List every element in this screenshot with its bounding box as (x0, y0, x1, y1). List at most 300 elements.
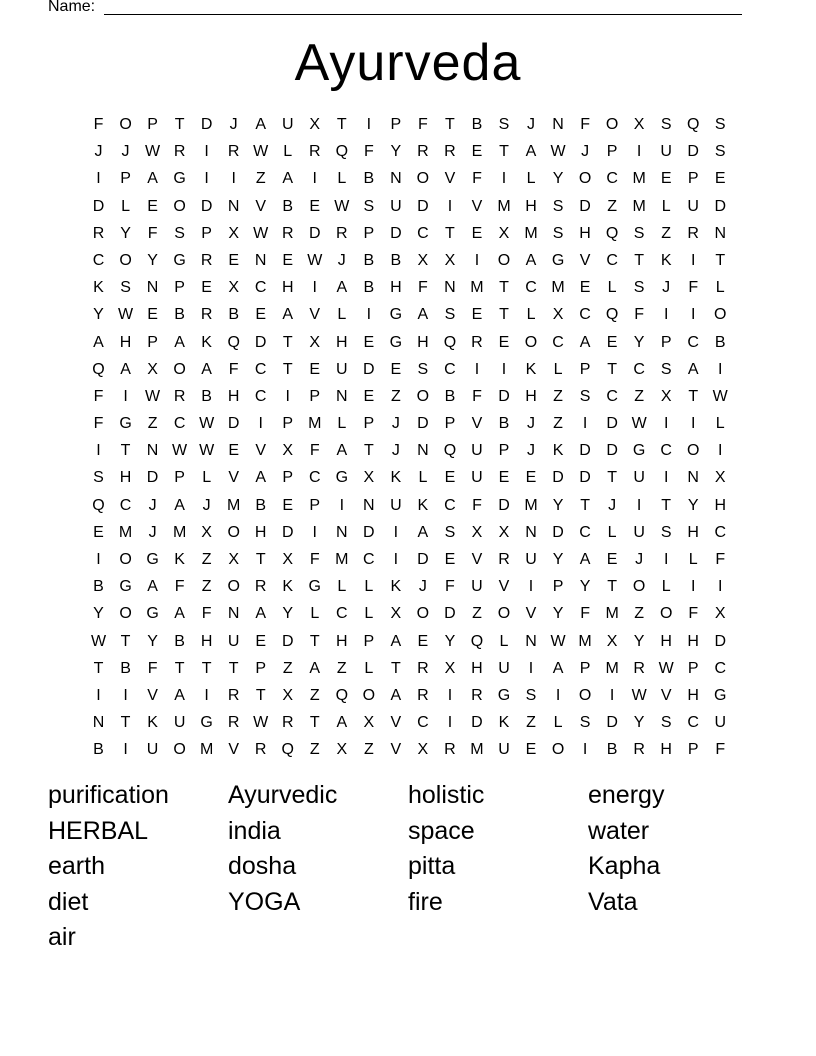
grid-letter: U (390, 197, 402, 215)
grid-letter: J (229, 116, 238, 133)
grid-letter: Z (634, 387, 645, 405)
grid-letter: K (390, 469, 402, 487)
grid-letter: L (688, 551, 698, 568)
grid-letter: X (363, 714, 375, 732)
grid-letter: L (607, 279, 617, 297)
grid-letter: V (255, 442, 267, 460)
grid-letter: A (336, 442, 348, 460)
grid-letter: I (204, 143, 209, 161)
grid-letter: V (390, 741, 402, 759)
grid-letter: X (552, 306, 564, 324)
grid-letter: X (714, 605, 726, 623)
grid-letter: O (227, 523, 240, 541)
grid-letter: M (632, 170, 646, 188)
grid-letter: X (714, 469, 726, 487)
grid-letter: E (228, 251, 239, 269)
grid-letter: Q (443, 442, 457, 460)
grid-letter: L (202, 469, 212, 487)
grid-letter: E (471, 143, 483, 161)
grid-letter: U (660, 143, 672, 161)
grid-letter: M (227, 496, 241, 514)
grid-letter: J (391, 415, 400, 433)
grid-letter: D (146, 469, 159, 487)
grid-letter: E (444, 469, 456, 487)
grid-letter: Z (634, 605, 645, 623)
grid-letter: G (389, 333, 403, 351)
grid-letter: O (497, 605, 511, 623)
grid-letter: S (579, 714, 591, 732)
grid-letter: A (147, 170, 158, 188)
grid-letter: T (445, 224, 455, 242)
grid-letter: H (119, 333, 132, 351)
grid-letter: X (282, 686, 294, 704)
grid-letter: D (363, 360, 375, 378)
grid-letter: Y (552, 605, 564, 623)
grid-letter: F (201, 605, 212, 623)
grid-letter: S (525, 686, 537, 704)
grid-letter: C (254, 279, 267, 297)
grid-letter: E (363, 387, 375, 405)
grid-letter: G (173, 170, 186, 188)
grid-letter: E (228, 442, 239, 460)
grid-letter: X (228, 224, 239, 242)
grid-letter: W (199, 442, 215, 460)
grid-letter: I (528, 659, 534, 677)
grid-letter: Q (92, 496, 105, 514)
grid-letter: N (525, 632, 537, 650)
grid-letter: O (686, 442, 700, 460)
grid-letter: F (688, 279, 699, 297)
grid-letter: E (525, 741, 537, 759)
grid-letter: U (633, 469, 645, 487)
grid-letter: A (174, 496, 185, 514)
grid-letter: I (447, 686, 453, 704)
grid-letter: Y (552, 496, 564, 514)
grid-letter: D (417, 197, 429, 215)
grid-letter: M (470, 279, 484, 297)
grid-letter: I (718, 578, 723, 596)
grid-letter: I (528, 578, 534, 596)
grid-letter: O (173, 741, 186, 759)
grid-letter: T (607, 578, 617, 596)
grid-letter: D (606, 714, 618, 732)
grid-letter: J (148, 496, 157, 514)
grid-letter: S (120, 279, 131, 297)
grid-letter: G (389, 306, 403, 324)
grid-letter: Q (605, 224, 619, 242)
grid-letter: I (204, 170, 209, 188)
grid-letter: L (364, 605, 374, 623)
grid-letter: Q (227, 333, 240, 351)
grid-letter: F (688, 605, 699, 623)
grid-letter: P (282, 415, 294, 433)
grid-letter: B (390, 251, 402, 269)
grid-letter: X (444, 659, 456, 677)
grid-letter: U (471, 578, 483, 596)
grid-letter: I (312, 279, 317, 297)
grid-letter: L (661, 578, 671, 596)
grid-letter: F (93, 387, 104, 405)
grid-letter: V (579, 251, 591, 269)
grid-letter: G (173, 251, 186, 269)
grid-letter: L (661, 197, 671, 215)
grid-letter: I (312, 523, 317, 541)
grid-letter: P (363, 224, 375, 242)
grid-letter: U (471, 469, 483, 487)
grid-letter: D (714, 632, 727, 650)
grid-letter: E (498, 333, 510, 351)
grid-letter: W (253, 143, 269, 161)
grid-letter: I (366, 116, 372, 133)
grid-letter: X (228, 279, 239, 297)
grid-letter: L (337, 306, 347, 324)
grid-letter: E (282, 251, 294, 269)
grid-letter: Y (687, 496, 699, 514)
grid-letter: C (606, 387, 618, 405)
grid-letter: W (550, 143, 566, 161)
grid-letter: J (337, 251, 346, 269)
grid-letter: P (606, 143, 618, 161)
grid-letter: C (714, 659, 727, 677)
grid-letter: Z (336, 659, 347, 677)
grid-letter: P (309, 387, 321, 405)
grid-letter: A (147, 578, 158, 596)
grid-letter: Q (335, 686, 349, 704)
grid-letter: M (497, 197, 511, 215)
grid-letter: K (498, 714, 510, 732)
grid-letter: V (309, 306, 321, 324)
grid-letter: R (336, 224, 348, 242)
grid-letter: K (147, 714, 158, 732)
grid-letter: V (390, 714, 402, 732)
word-list-item: space (408, 816, 475, 845)
grid-letter: Q (281, 741, 294, 759)
grid-letter: V (660, 686, 672, 704)
grid-letter: E (201, 279, 212, 297)
grid-letter: I (501, 360, 507, 378)
grid-letter: R (687, 224, 699, 242)
grid-letter: N (254, 251, 267, 269)
grid-letter: N (714, 224, 727, 242)
grid-letter: D (281, 632, 294, 650)
grid-letter: B (174, 632, 185, 650)
grid-letter: W (145, 143, 161, 161)
grid-letter: B (498, 415, 510, 433)
grid-letter: T (120, 442, 131, 460)
grid-letter: D (444, 605, 456, 623)
grid-letter: H (254, 523, 267, 541)
grid-letter: O (497, 251, 511, 269)
grid-letter: F (580, 605, 590, 623)
grid-letter: Z (363, 741, 374, 759)
word-list-item: purification (48, 781, 169, 809)
grid-letter: P (363, 415, 375, 433)
grid-letter: O (119, 551, 132, 568)
grid-letter: I (393, 551, 399, 568)
grid-letter: T (580, 496, 590, 514)
grid-letter: U (281, 116, 294, 133)
grid-letter: D (552, 523, 564, 541)
grid-letter: D (714, 197, 727, 215)
grid-letter: X (498, 224, 510, 242)
grid-letter: T (634, 251, 645, 269)
grid-letter: R (200, 251, 213, 269)
grid-letter: I (285, 387, 290, 405)
grid-letter: H (525, 197, 537, 215)
grid-letter: Q (686, 116, 700, 133)
grid-letter: B (471, 116, 483, 133)
grid-letter: E (606, 551, 618, 568)
grid-letter: M (524, 496, 538, 514)
grid-letter: U (687, 197, 699, 215)
grid-letter: S (633, 279, 645, 297)
grid-letter: J (391, 442, 400, 460)
grid-letter: C (714, 523, 727, 541)
name-underline (104, 14, 742, 15)
grid-letter: Z (201, 578, 212, 596)
grid-letter: I (366, 306, 372, 324)
grid-letter: A (120, 360, 131, 378)
grid-letter: E (471, 224, 483, 242)
grid-letter: U (633, 523, 645, 541)
grid-letter: S (660, 523, 672, 541)
grid-letter: S (714, 116, 726, 133)
grid-letter: J (581, 143, 590, 161)
letter-grid (85, 114, 734, 767)
grid-letter: E (714, 170, 726, 188)
grid-letter: D (606, 415, 618, 433)
grid-letter: I (582, 741, 588, 759)
word-list-item: Kapha (588, 852, 661, 881)
grid-letter: Y (444, 632, 456, 650)
grid-letter: K (390, 578, 402, 596)
grid-letter: S (633, 224, 645, 242)
grid-letter: N (336, 523, 348, 541)
grid-letter: E (525, 469, 537, 487)
grid-letter: Y (552, 170, 564, 188)
grid-letter: C (336, 605, 348, 623)
grid-letter: T (499, 279, 509, 297)
grid-letter: E (444, 551, 456, 568)
grid-letter: X (336, 741, 348, 759)
grid-letter: P (444, 415, 456, 433)
grid-letter: E (498, 469, 510, 487)
grid-letter: U (336, 360, 348, 378)
grid-letter: K (417, 496, 429, 514)
grid-letter: S (174, 224, 185, 242)
grid-letter: N (146, 442, 159, 460)
grid-letter: M (551, 279, 565, 297)
grid-letter: T (174, 659, 185, 677)
grid-letter: E (660, 170, 672, 188)
grid-letter: V (444, 170, 456, 188)
grid-letter: X (363, 469, 375, 487)
grid-letter: K (201, 333, 212, 351)
grid-letter: B (606, 741, 618, 759)
grid-letter: O (362, 686, 376, 704)
grid-letter: M (605, 605, 619, 623)
grid-letter: N (444, 279, 456, 297)
grid-letter: Y (93, 306, 104, 324)
grid-letter: B (714, 333, 726, 351)
grid-letter: D (552, 469, 564, 487)
grid-letter: I (690, 578, 696, 596)
grid-letter: T (715, 251, 726, 269)
grid-letter: L (364, 578, 374, 596)
word-list-item: india (228, 816, 281, 845)
grid-letter: P (579, 659, 591, 677)
grid-letter: L (715, 415, 725, 433)
grid-letter: X (228, 551, 239, 568)
grid-letter: R (281, 224, 294, 242)
grid-letter: R (471, 686, 483, 704)
grid-letter: R (92, 224, 105, 242)
grid-letter: R (498, 551, 510, 568)
grid-letter: V (471, 415, 483, 433)
grid-letter: A (174, 686, 185, 704)
grid-letter: C (687, 714, 699, 732)
grid-letter: W (90, 632, 107, 650)
grid-letter: M (172, 523, 187, 541)
grid-letter: W (334, 197, 350, 215)
grid-letter: O (714, 306, 727, 324)
grid-letter: H (687, 523, 699, 541)
grid-letter: X (498, 523, 510, 541)
grid-letter: E (255, 306, 267, 324)
grid-letter: R (633, 741, 645, 759)
grid-letter: D (92, 197, 105, 215)
grid-letter: R (173, 143, 186, 161)
grid-letter: D (308, 224, 321, 242)
grid-letter: A (201, 360, 212, 378)
grid-letter: T (282, 360, 293, 378)
grid-letter: D (579, 442, 591, 460)
grid-letter: Y (147, 251, 158, 269)
grid-letter: A (417, 306, 429, 324)
grid-letter: I (123, 741, 128, 759)
grid-letter: M (578, 632, 592, 650)
grid-letter: K (93, 279, 104, 297)
grid-letter: Z (201, 551, 212, 568)
grid-letter: Q (605, 306, 619, 324)
grid-letter: U (498, 741, 510, 759)
grid-letter: D (471, 714, 483, 732)
grid-letter: I (96, 442, 101, 460)
grid-letter: T (309, 714, 320, 732)
grid-letter: A (336, 279, 348, 297)
grid-letter: L (553, 360, 563, 378)
grid-letter: T (120, 632, 131, 650)
grid-letter: T (201, 659, 212, 677)
grid-letter: X (309, 333, 321, 351)
grid-letter: I (474, 360, 480, 378)
grid-letter: E (390, 360, 402, 378)
word-list-item: pitta (408, 852, 456, 881)
grid-letter: H (579, 224, 591, 242)
grid-letter: F (363, 143, 374, 161)
grid-letter: C (417, 714, 429, 732)
grid-letter: S (660, 714, 672, 732)
grid-letter: N (227, 605, 240, 623)
grid-letter: B (282, 197, 294, 215)
grid-letter: N (525, 523, 537, 541)
grid-letter: O (416, 387, 430, 405)
grid-letter: A (255, 605, 267, 623)
grid-letter: Z (282, 659, 293, 677)
grid-letter: D (606, 442, 618, 460)
grid-letter: A (579, 333, 591, 351)
grid-letter: B (120, 659, 131, 677)
grid-letter: B (201, 387, 212, 405)
grid-letter: N (552, 116, 564, 133)
grid-letter: E (309, 197, 321, 215)
grid-letter: R (227, 714, 240, 732)
grid-letter: M (632, 197, 646, 215)
grid-letter: K (282, 578, 294, 596)
grid-letter: F (445, 578, 455, 596)
grid-letter: D (281, 523, 294, 541)
grid-letter: J (418, 578, 427, 596)
grid-letter: R (254, 741, 267, 759)
grid-letter: V (228, 469, 239, 487)
grid-letter: S (417, 360, 429, 378)
grid-letter: W (307, 251, 323, 269)
grid-letter: E (363, 333, 375, 351)
grid-letter: U (173, 714, 186, 732)
grid-letter: X (282, 442, 294, 460)
grid-letter: Y (633, 632, 645, 650)
grid-letter: I (690, 415, 696, 433)
grid-letter: B (174, 306, 185, 324)
grid-letter: I (231, 170, 236, 188)
grid-letter: E (147, 306, 158, 324)
grid-letter: T (661, 496, 672, 514)
grid-letter: F (309, 442, 320, 460)
grid-letter: U (498, 659, 510, 677)
grid-letter: A (687, 360, 699, 378)
grid-letter: F (309, 551, 320, 568)
grid-letter: X (282, 551, 294, 568)
grid-letter: U (525, 551, 537, 568)
grid-letter: A (282, 306, 294, 324)
grid-letter: T (93, 659, 104, 677)
grid-letter: H (281, 279, 294, 297)
grid-letter: C (444, 496, 456, 514)
grid-letter: L (526, 306, 536, 324)
grid-letter: C (119, 496, 132, 514)
grid-letter: D (417, 551, 429, 568)
grid-letter: F (147, 224, 158, 242)
grid-letter: R (417, 143, 429, 161)
grid-letter: A (174, 605, 185, 623)
grid-letter: K (174, 551, 185, 568)
grid-letter: G (497, 686, 511, 704)
grid-letter: X (390, 605, 402, 623)
grid-letter: R (200, 306, 213, 324)
word-list (48, 778, 768, 956)
grid-letter: N (390, 170, 402, 188)
grid-letter: P (687, 741, 699, 759)
grid-letter: R (227, 143, 240, 161)
grid-letter: X (417, 741, 429, 759)
grid-letter: N (687, 469, 699, 487)
grid-letter: A (93, 333, 104, 351)
grid-letter: A (579, 551, 591, 568)
grid-letter: E (147, 197, 158, 215)
grid-letter: M (605, 659, 619, 677)
grid-letter: P (498, 442, 510, 460)
grid-letter: B (363, 251, 375, 269)
